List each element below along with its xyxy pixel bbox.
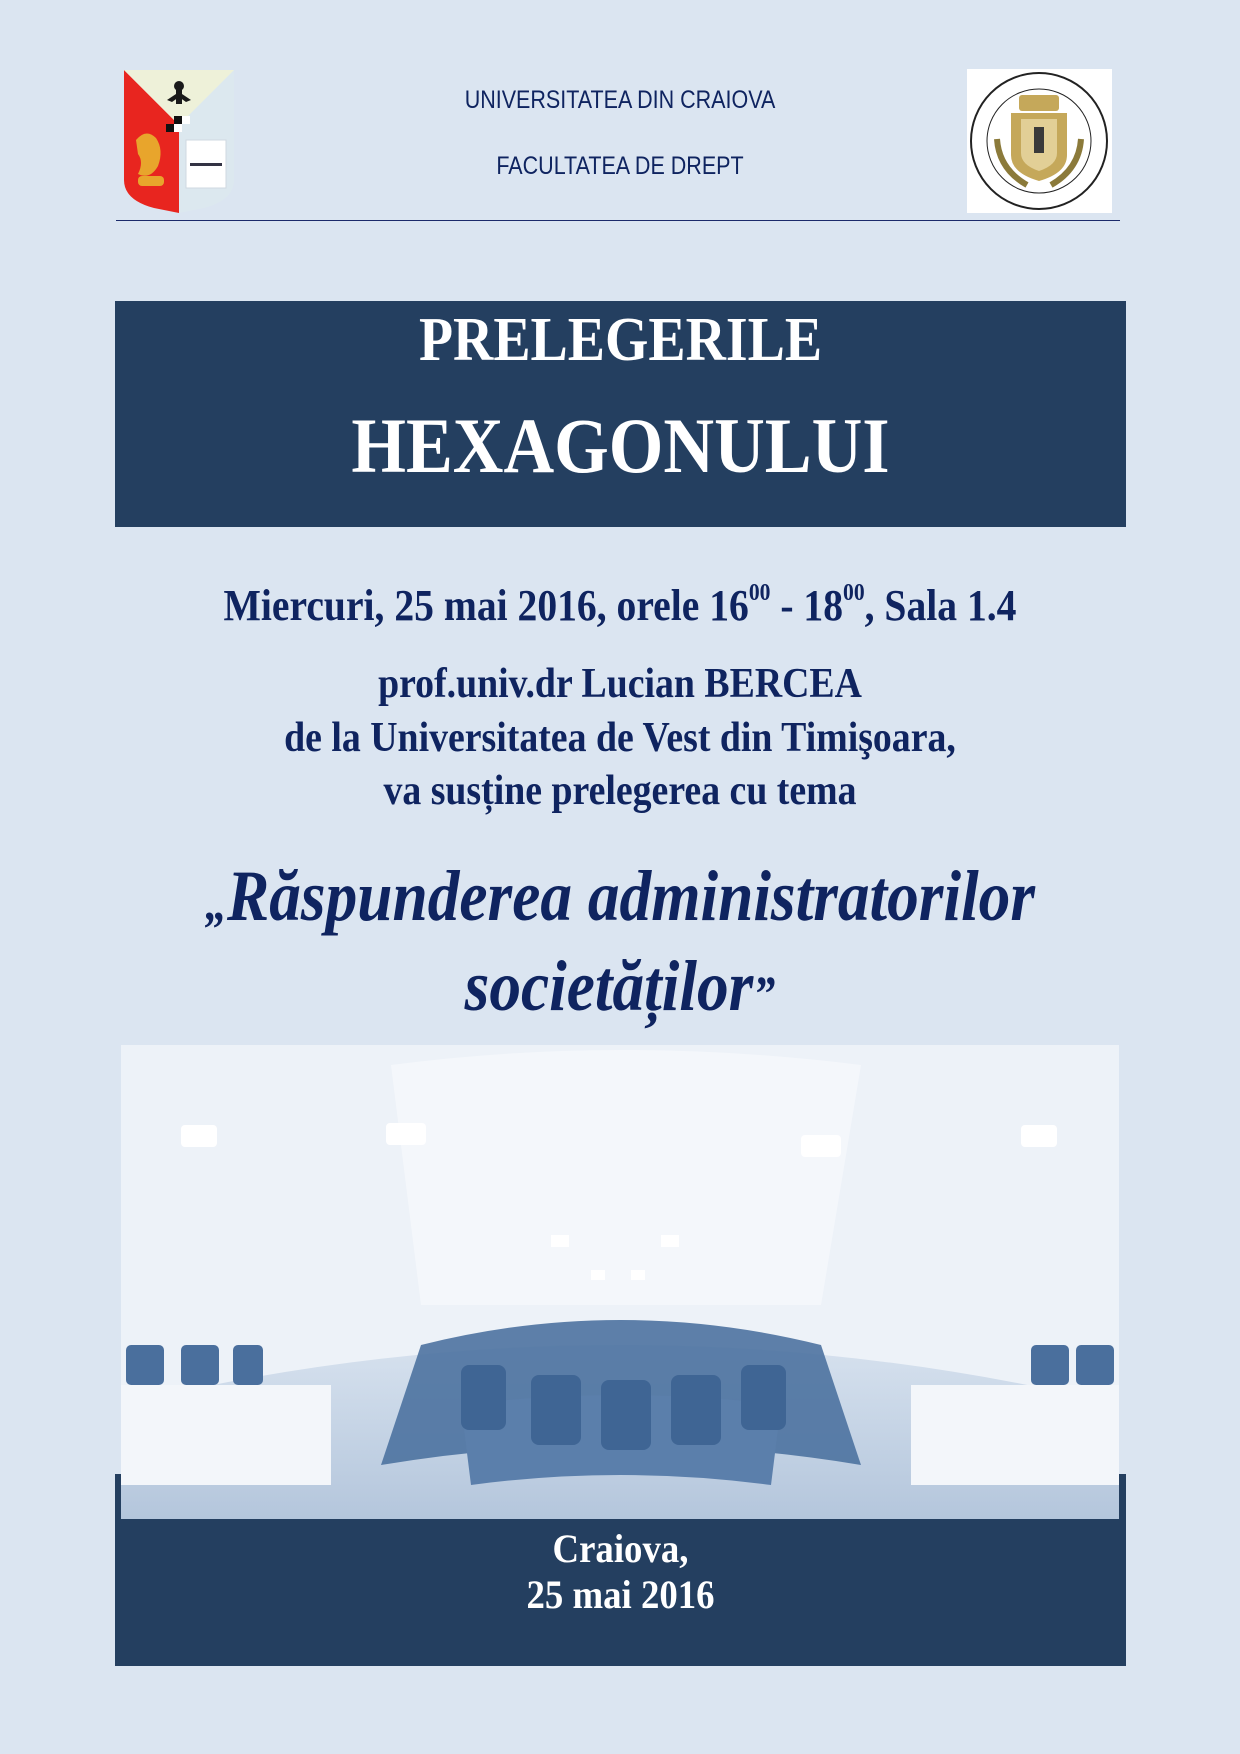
topic-line-1 [74, 855, 1165, 938]
speaker-intro: va susține prelegerea cu tema [383, 768, 857, 814]
topic-text-2: societăților [464, 946, 754, 1026]
event-room: , Sala 1.4 [864, 581, 1017, 630]
university-name: UNIVERSITATEA DIN CRAIOVA [464, 86, 776, 114]
event-date-text: Miercuri, 25 mai 2016, orele 16 [223, 581, 749, 630]
speaker-name: prof.univ.dr Lucian BERCEA [378, 661, 862, 707]
header-divider [116, 220, 1120, 221]
faculty-name: FACULTATEA DE DREPT [496, 152, 744, 180]
university-crest-icon [124, 70, 234, 213]
open-quote: „ [204, 875, 227, 931]
lecture-hall-icon [121, 1045, 1119, 1519]
topic-line-2 [74, 945, 1165, 1028]
close-quote: ” [753, 965, 776, 1021]
title-line-1: PRELEGERILE [418, 306, 823, 374]
faculty-seal-logo [967, 69, 1112, 213]
start-minutes: 00 [748, 580, 771, 606]
end-minutes: 00 [843, 580, 865, 606]
end-hour: - 18 [770, 581, 844, 630]
university-crest-logo [124, 70, 234, 213]
speaker-affiliation: de la Universitatea de Vest din Timişoara, [284, 715, 956, 761]
title-banner [115, 301, 1126, 527]
footer-city: Craiova, [552, 1526, 689, 1571]
lecture-hall-photo [121, 1045, 1119, 1519]
event-datetime [62, 580, 1178, 631]
footer-date: 25 mai 2016 [526, 1572, 715, 1617]
title-line-2: HEXAGONULUI [351, 402, 890, 489]
topic-text-1: Răspunderea administratorilor [226, 856, 1036, 936]
faculty-seal-icon [967, 69, 1112, 213]
